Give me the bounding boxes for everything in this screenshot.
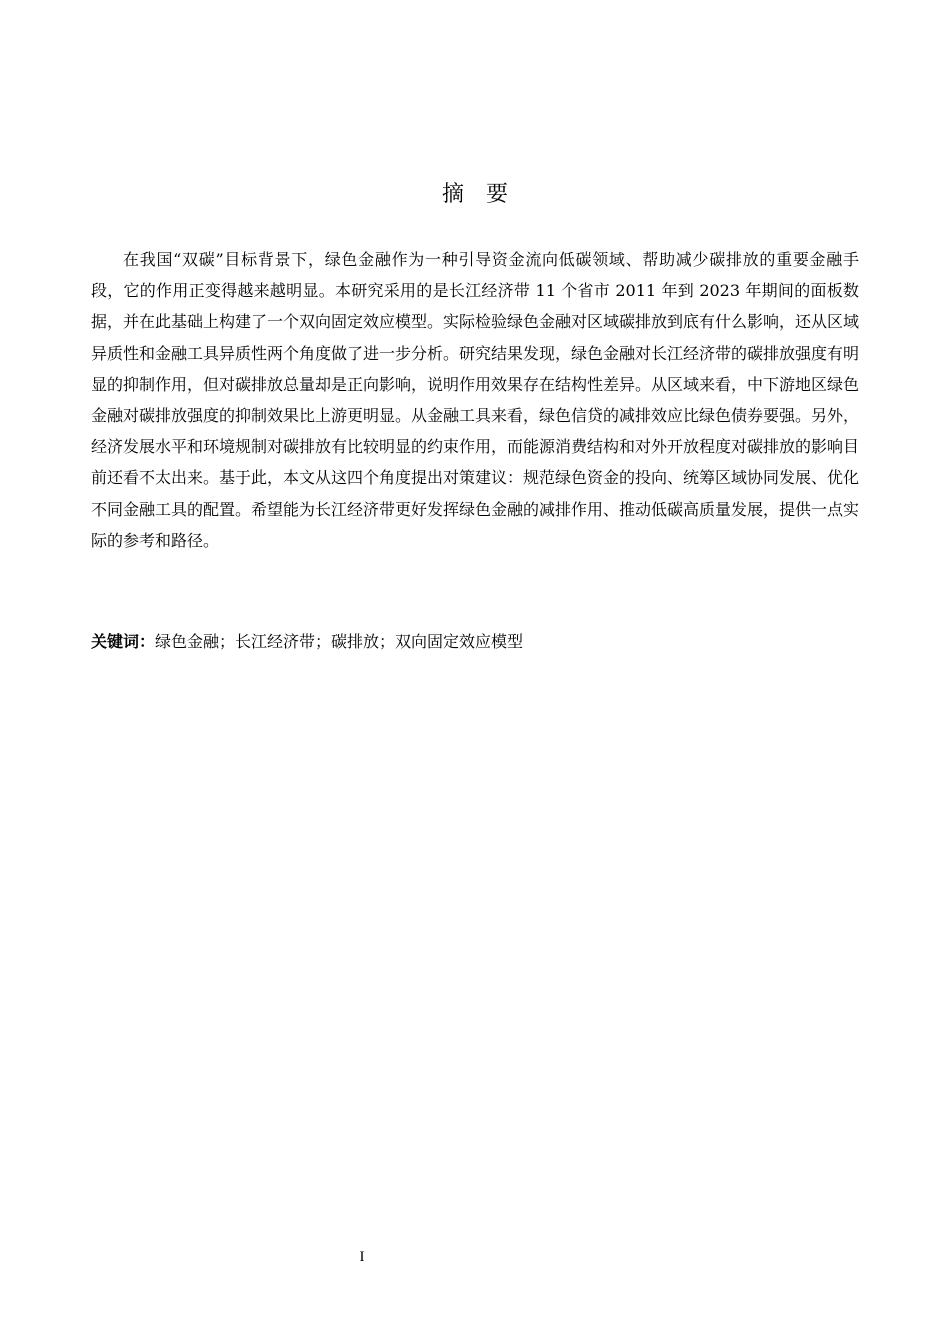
- keywords-list: 绿色金融；长江经济带；碳排放；双向固定效应模型: [155, 632, 524, 651]
- keywords-label: 关键词：: [91, 632, 156, 651]
- page-number: I: [359, 1249, 365, 1265]
- abstract-title: 摘要: [441, 182, 530, 207]
- keywords-line: [91, 627, 859, 657]
- abstract-body: 在我国“双碳”目标背景下，绿色金融作为一种引导资金流向低碳领域、帮助减少碳排放的重要金融手段，它的作用正变得越来越明显。本研究采用的是长江经济带 11 个省市 2011 年到 2023 年期间的面板数据，并在此基础上构建了一个双向固定效应模型。实际检验绿色金融对区域碳排放到底有什么影响，还从区域异质性和金融工具异质性两个角度做了进一步分析。研究结果发现，绿色金融对长江经济带的碳排放强度有明显的抑制作用，但对碳排放总量却是正向影响，说明作用效果存在结构性差异。从区域来看，中下游地区绿色金融对碳排放强度的抑制效果比上游更明显。从金融工具来看，绿色信贷的减排效应比绿色债券要强。另外，经济发展水平和环境规制对碳排放有比较明显的约束作用，而能源消费结构和对外开放程度对碳排放的影响目前还看不太出来。基于此，本文从这四个角度提出对策建议：规范绿色资金的投向、统筹区域协同发展、优化不同金融工具的配置。希望能为长江经济带更好发挥绿色金融的减排作用、推动低碳高质量发展，提供一点实际的参考和路径。: [91, 250, 860, 550]
